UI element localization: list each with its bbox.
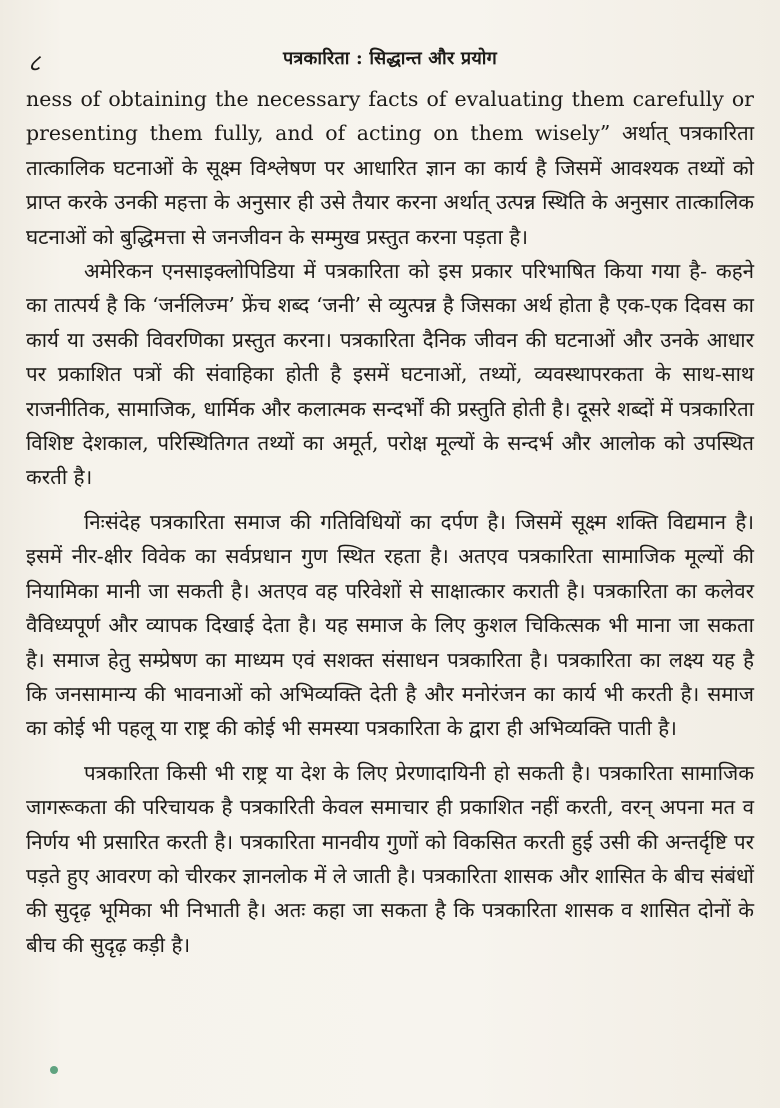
page-header <box>28 42 752 78</box>
paragraph-3: निःसंदेह पत्रकारिता समाज की गतिविधियों का दर्पण है। जिसमें सूक्ष्म शक्ति विद्यमान है। इसमें नीर-क्षीर विवेक का सर्वप्रधान गुण स्थित रहता है। अतएव पत्रकारिता सामाजिक मूल्यों की नियामिका मानी जा सकती है। अतएव वह परिवेशों से साक्षात्कार कराती है। पत्रकारिता का कलेवर वैविध्यपूर्ण और व्यापक दिखाई देता है। यह समाज के लिए कुशल चिकित्सक भी माना जा सकता है। समाज हेतु सम्प्रेषण का माध्यम एवं सशक्त संसाधन पत्रकारिता है। पत्रकारिता का लक्ष्य यह है कि जनसामान्य की भावनाओं को अभिव्यक्ति देती है और मनोरंजन का कार्य भी करती है। समाज का कोई भी पहलू या राष्ट्र की कोई भी समस्या पत्रकारिता के द्वारा ही अभिव्यक्ति पाती है। <box>26 509 754 741</box>
paragraph-4: पत्रकारिता किसी भी राष्ट्र या देश के लिए प्रेरणादायिनी हो सकती है। पत्रकारिता सामाजिक जागरूकता की परिचायक है पत्रकारिती केवल समाचार ही प्रकाशित नहीं करती, वरन् अपना मत व निर्णय भी प्रसारित करती है। पत्रकारिता मानवीय गुणों को विकसित करती हुई उसी की अन्तर्दृष्टि पर पड़ते हुए आवरण को चीरकर ज्ञानलोक में ले जाती है। पत्रकारिता शासक और शासित के बीच संबंधों की सुदृढ़ भूमिका भी निभाती है। अतः कहा जा सकता है कि पत्रकारिता शासक व शासित दोनों के बीच की सुदृढ़ कड़ी है। <box>26 760 754 957</box>
paragraph-2: अमेरिकन एनसाइक्लोपिडिया में पत्रकारिता को इस प्रकार परिभाषित किया गया है- कहने का तात्पर्य है कि ‘जर्नलिज्म’ फ्रेंच शब्द ‘जनी’ से व्युत्पन्न है जिसका अर्थ होता है एक-एक दिवस का कार्य या उसकी विवरणिका प्रस्तुत करना। पत्रकारिता दैनिक जीवन की घटनाओं और उनके आधार पर प्रकाशित पत्रों की संवाहिका होती है इसमें घटनाओं, तथ्यों, व्यवस्थापरकता के साथ-साथ राजनीतिक, सामाजिक, धार्मिक और कलात्मक सन्दर्भों की प्रस्तुति होती है। दूसरे शब्दों में पत्रकारिता विशिष्ट देशकाल, परिस्थितिगत तथ्यों का अमूर्त, परोक्ष मूल्यों के सन्दर्भ और आलोक को उपस्थित करती है। <box>26 259 754 490</box>
page-number: ८ <box>28 49 41 77</box>
body-text <box>26 82 754 962</box>
running-title: पत्रकारिता : सिद्धान्त और प्रयोग <box>282 48 498 69</box>
paragraph-1: ness of obtaining the necessary facts of evaluating them carefully or presenting them fully, and of acting on them wisely” अर्थात् पत्रकारिता तात्कालिक घटनाओं के सूक्ष्म विश्लेषण पर आधारित ज्ञान का कार्य है जिसमें आवश्यक तथ्यों को प्राप्त करके उनकी महत्ता के अनुसार ही उसे तैयार करना अर्थात् उत्पन्न स्थिति के अनुसार तात्कालिक घटनाओं को बुद्धिमत्ता से जनजीवन के सम्मुख प्रस्तुत करना पड़ता है। <box>26 87 754 249</box>
ink-dot <box>50 1066 58 1074</box>
